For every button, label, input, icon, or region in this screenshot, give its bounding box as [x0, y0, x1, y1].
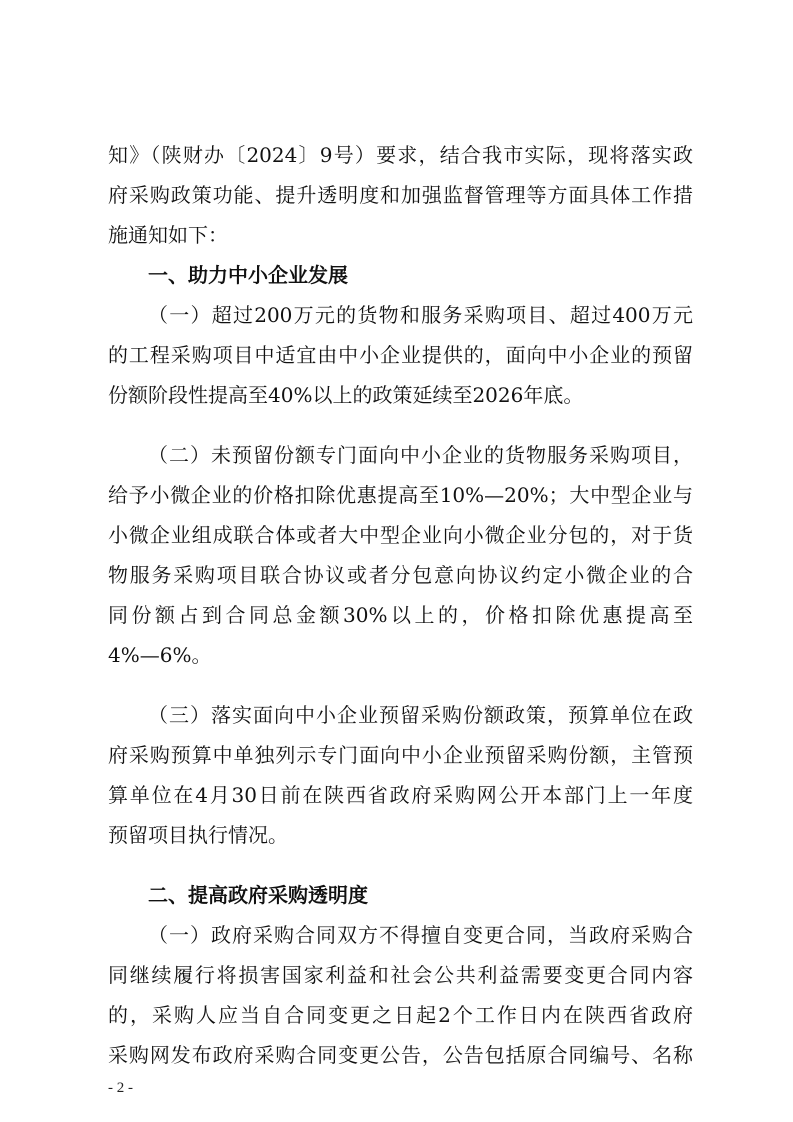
body-text-line: 4%—6%。 — [108, 643, 212, 667]
body-text-line: 份额阶段性提高至40%以上的政策延续至2026年底。 — [108, 383, 584, 407]
page-number: - 2 - — [108, 1080, 133, 1096]
body-text-line: 知》（陕财办〔2024〕9号）要求，结合我市实际，现将落实政 — [108, 143, 693, 167]
body-text-line: 施通知如下： — [108, 223, 228, 247]
body-text-line: （二）未预留份额专门面向中小企业的货物服务采购项目， — [148, 443, 693, 467]
body-text-line: 预留项目执行情况。 — [108, 823, 288, 847]
section-heading: 一、助力中小企业发展 — [148, 263, 348, 287]
body-text-line: 小微企业组成联合体或者大中型企业向小微企业分包的，对于货 — [108, 523, 693, 547]
body-text-line: （三）落实面向中小企业预留采购份额政策，预算单位在政 — [148, 703, 693, 727]
body-text-line: 算单位在4月30日前在陕西省政府采购网公开本部门上一年度 — [108, 783, 693, 807]
body-text-line: 府采购预算中单独列示专门面向中小企业预留采购份额，主管预 — [108, 743, 693, 767]
body-text-line: （一）超过200万元的货物和服务采购项目、超过400万元 — [148, 303, 693, 327]
body-text-line: 的，采购人应当自合同变更之日起2个工作日内在陕西省政府 — [108, 1003, 693, 1027]
body-text-line: 同继续履行将损害国家利益和社会公共利益需要变更合同内容 — [108, 963, 693, 987]
body-text-line: 给予小微企业的价格扣除优惠提高至10%—20%；大中型企业与 — [108, 483, 693, 507]
body-text-line: 府采购政策功能、提升透明度和加强监督管理等方面具体工作措 — [108, 183, 693, 207]
body-text-line: 物服务采购项目联合协议或者分包意向协议约定小微企业的合 — [108, 563, 693, 587]
section-heading: 二、提高政府采购透明度 — [148, 883, 368, 907]
body-text-line: 同份额占到合同总金额30%以上的，价格扣除优惠提高至 — [108, 603, 693, 627]
body-text-line: 采购网发布政府采购合同变更公告，公告包括原合同编号、名称 — [108, 1043, 693, 1067]
body-text-line: （一）政府采购合同双方不得擅自变更合同，当政府采购合 — [148, 923, 693, 947]
body-text-line: 的工程采购项目中适宜由中小企业提供的，面向中小企业的预留 — [108, 343, 693, 367]
